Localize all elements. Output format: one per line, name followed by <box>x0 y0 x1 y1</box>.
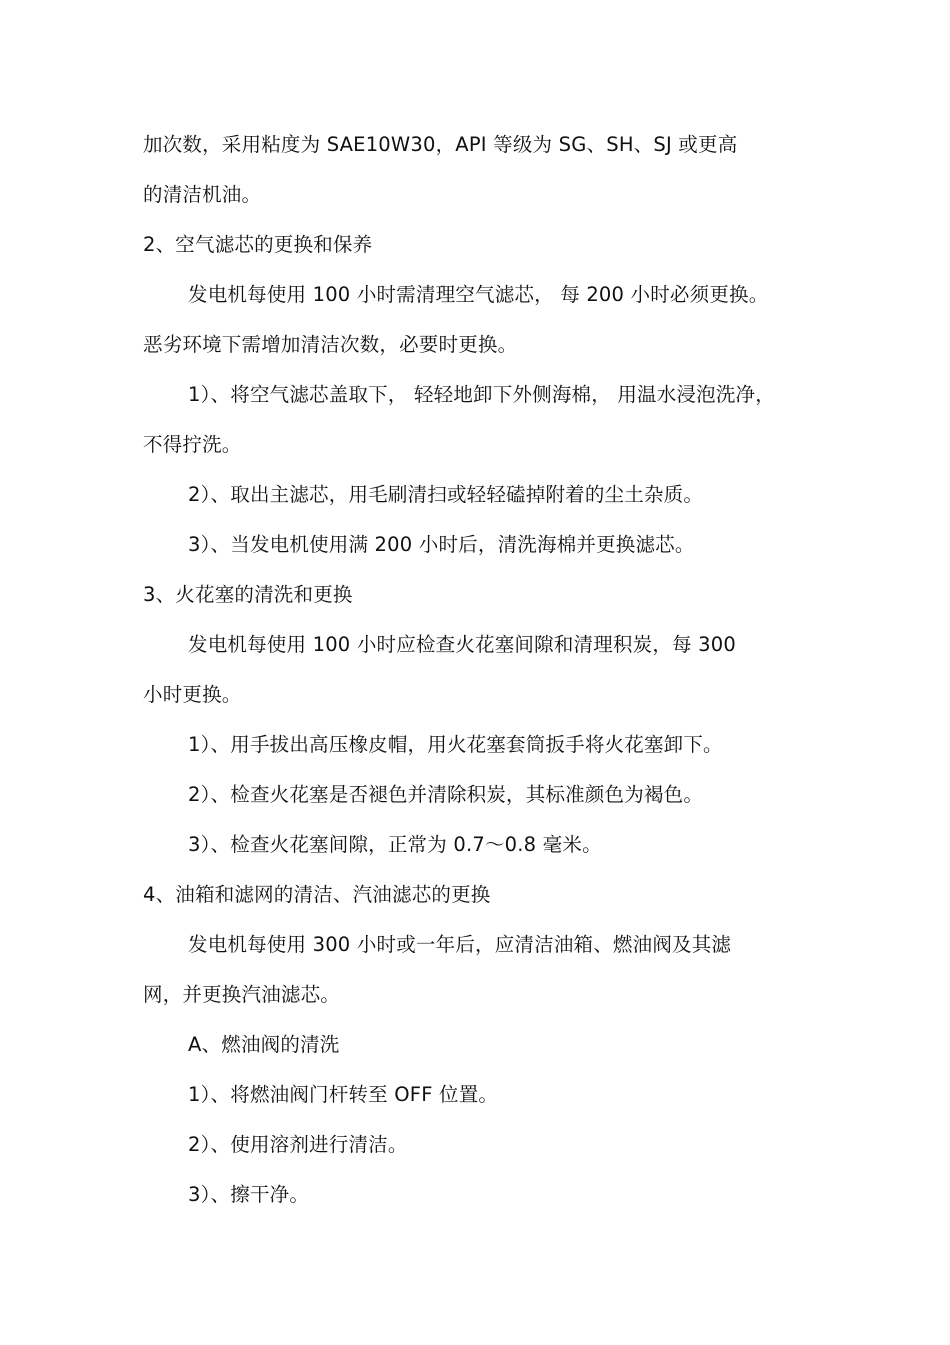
section-heading: 4、油箱和滤网的清洁、汽油滤芯的更换 <box>143 883 491 906</box>
text-line: 2）、使用溶剂进行清洁。 <box>188 1133 408 1156</box>
text-line: 小时更换。 <box>143 683 242 706</box>
text-line: 不得拧洗。 <box>143 433 242 456</box>
text-line: 1）、用手拔出高压橡皮帽，用火花塞套筒扳手将火花塞卸下。 <box>188 733 723 756</box>
text-line: 1）、将燃油阀门杆转至 OFF 位置。 <box>188 1083 499 1106</box>
text-line: 2）、取出主滤芯，用毛刷清扫或轻轻磕掉附着的尘土杂质。 <box>188 483 704 506</box>
text-line: 发电机每使用 300 小时或一年后，应清洁油箱、燃油阀及其滤 <box>188 933 732 956</box>
text-line: 的清洁机油。 <box>143 183 262 206</box>
text-line: 2）、检查火花塞是否褪色并清除积炭，其标准颜色为褐色。 <box>188 783 704 806</box>
section-heading: 3、火花塞的清洗和更换 <box>143 583 353 606</box>
section-heading: 2、空气滤芯的更换和保养 <box>143 233 373 256</box>
text-line: 网，并更换汽油滤芯。 <box>143 983 341 1006</box>
subsection-heading: A、燃油阀的清洗 <box>188 1033 340 1056</box>
text-line: 3）、当发电机使用满 200 小时后，清洗海棉并更换滤芯。 <box>188 533 695 556</box>
text-line: 3）、检查火花塞间隙，正常为 0.7～0.8 毫米。 <box>188 833 602 856</box>
text-line: 加次数，采用粘度为 SAE10W30，API 等级为 SG、SH、SJ 或更高 <box>143 133 738 156</box>
text-line: 发电机每使用 100 小时应检查火花塞间隙和清理积炭，每 300 <box>188 633 736 656</box>
text-line: 发电机每使用 100 小时需清理空气滤芯， 每 200 小时必须更换。 <box>188 283 769 306</box>
text-line: 3）、擦干净。 <box>188 1183 310 1206</box>
text-line: 1）、将空气滤芯盖取下， 轻轻地卸下外侧海棉， 用温水浸泡洗净， <box>188 383 775 406</box>
text-line: 恶劣环境下需增加清洁次数，必要时更换。 <box>143 333 518 356</box>
